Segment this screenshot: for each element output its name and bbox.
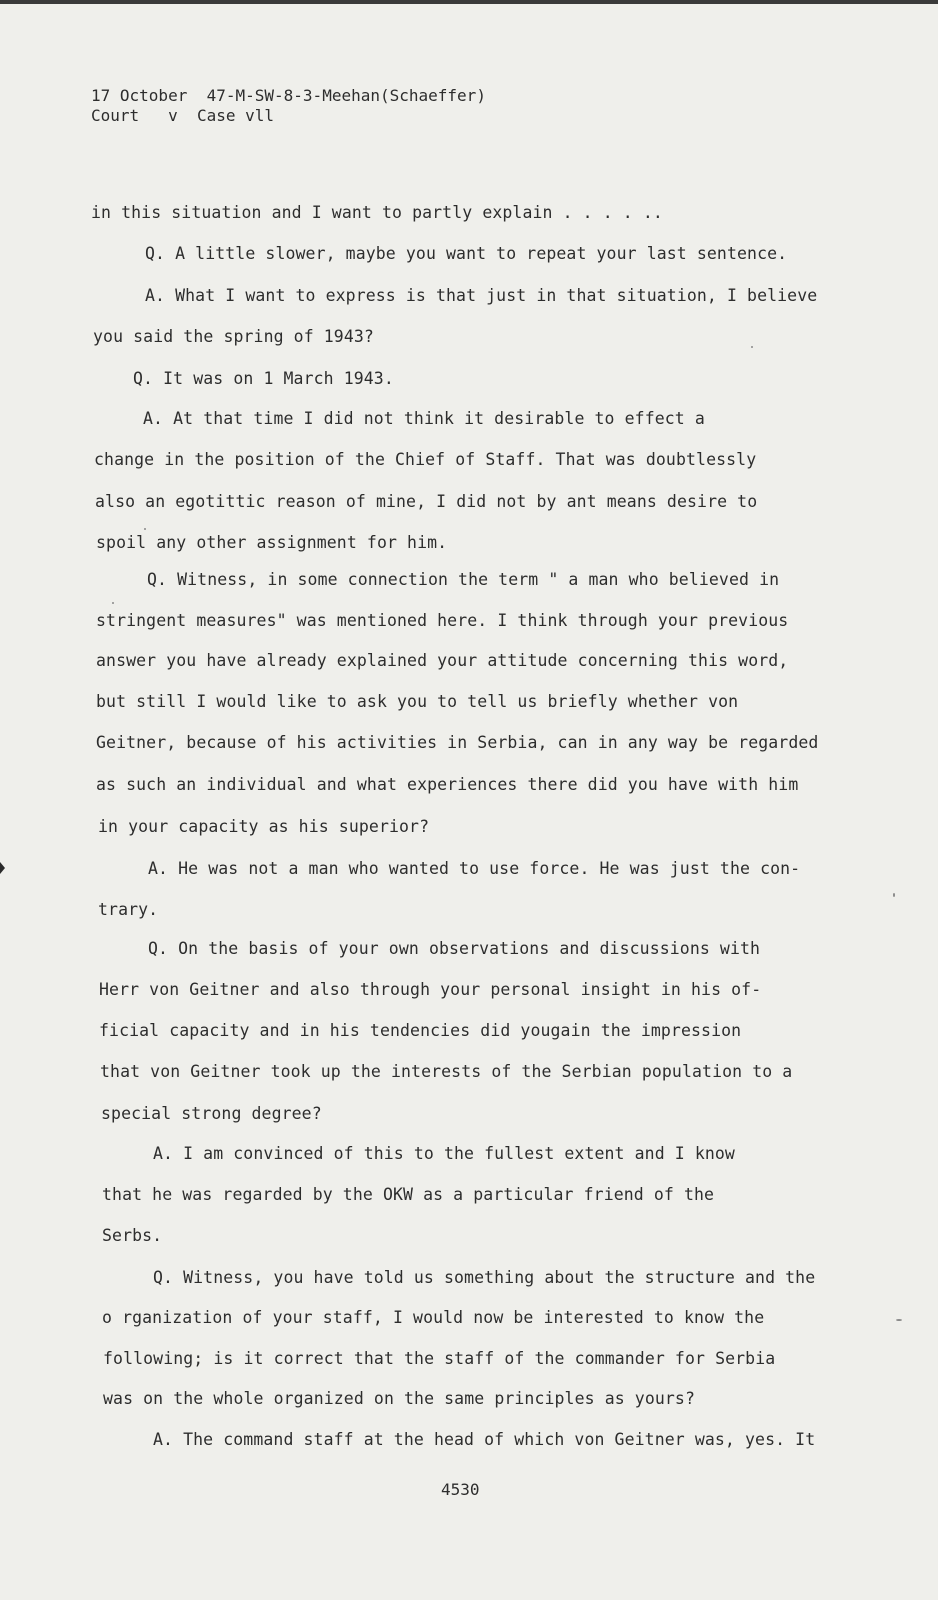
text-line-25: that he was regarded by the OKW as a particular friend of the	[102, 1185, 715, 1204]
text-line-15: as such an individual and what experiences there did you have with him	[96, 775, 799, 794]
text-line-16: in your capacity as his superior?	[98, 817, 430, 836]
text-line-24: A. I am convinced of this to the fullest extent and I know	[153, 1144, 735, 1163]
text-line-28: o rganization of your staff, I would now be interested to know the	[102, 1308, 765, 1327]
text-line-29: following; is it correct that the staff of the commander for Serbia	[103, 1349, 776, 1368]
text-line-6: A. At that time I did not think it desirable to effect a	[143, 409, 705, 428]
scan-speck	[896, 1319, 902, 1321]
margin-mark	[0, 862, 5, 874]
text-line-30: was on the whole organized on the same principles as yours?	[103, 1389, 695, 1408]
scan-speck	[112, 602, 114, 604]
text-line-10: Q. Witness, in some connection the term " a man who believed in	[147, 570, 780, 589]
header-line-1: 17 October 47-M-SW-8-3-Meehan(Schaeffer)	[91, 86, 486, 105]
text-line-3: A. What I want to express is that just in that situation, I believe	[145, 286, 818, 305]
text-line-22: that von Geitner took up the interests of the Serbian population to a	[100, 1062, 793, 1081]
page-number: 4530	[441, 1480, 480, 1499]
text-line-27: Q. Witness, you have told us something about the structure and the	[153, 1268, 816, 1287]
text-line-21: ficial capacity and in his tendencies did yougain the impression	[99, 1021, 742, 1040]
header-line-2: Court v Case vll	[91, 106, 275, 125]
text-line-13: but still I would like to ask you to tell us briefly whether von	[96, 692, 739, 711]
text-line-1: in this situation and I want to partly explain . . . . ..	[91, 203, 663, 222]
text-line-19: Q. On the basis of your own observations and discussions with	[148, 939, 761, 958]
text-line-31: A. The command staff at the head of which von Geitner was, yes. It	[153, 1430, 816, 1449]
text-line-12: answer you have already explained your attitude concerning this word,	[96, 651, 789, 670]
text-line-9: spoil any other assignment for him.	[96, 533, 448, 552]
text-line-11: stringent measures" was mentioned here. I think through your previous	[96, 611, 789, 630]
text-line-5: Q. It was on 1 March 1943.	[133, 369, 394, 388]
scan-speck	[144, 528, 146, 530]
text-line-20: Herr von Geitner and also through your personal insight in his of-	[99, 980, 762, 999]
document-header	[91, 86, 486, 126]
text-line-7: change in the position of the Chief of Staff. That was doubtlessly	[94, 450, 757, 469]
text-line-18: trary.	[98, 900, 159, 919]
text-line-2: Q. A little slower, maybe you want to repeat your last sentence.	[145, 244, 788, 263]
scan-speck	[893, 893, 895, 897]
text-line-23: special strong degree?	[101, 1104, 322, 1123]
text-line-8: also an egotittic reason of mine, I did not by ant means desire to	[95, 492, 758, 511]
text-line-4: you said the spring of 1943?	[93, 327, 374, 346]
scan-speck	[751, 346, 753, 348]
text-line-26: Serbs.	[102, 1226, 163, 1245]
text-line-14: Geitner, because of his activities in Serbia, can in any way be regarded	[96, 733, 819, 752]
scan-top-edge	[0, 0, 938, 4]
text-line-17: A. He was not a man who wanted to use force. He was just the con-	[148, 859, 801, 878]
